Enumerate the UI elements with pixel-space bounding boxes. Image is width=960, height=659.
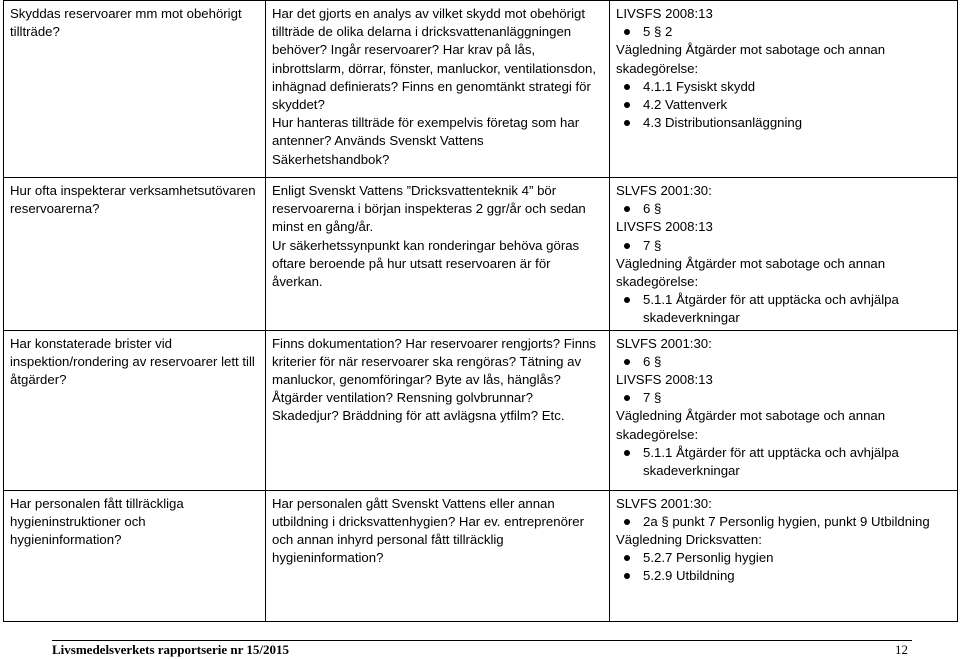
details-paragraph: Har personalen gått Svenskt Vattens eller annan utbildning i dricksvattenhygien? Har ev. entreprenörer och annan inhyrd personal fått tillräcklig hygieninformation? [272, 495, 585, 566]
reference-cell [610, 1, 958, 178]
reference-bullet-item [616, 291, 951, 327]
table-row [4, 1, 958, 178]
question-text: Har konstaterade brister vid inspektion/rondering av reservoarer lett till åtgärder? [10, 335, 255, 388]
bullet-icon [624, 297, 630, 303]
reference-bullet-text: 5.1.1 Åtgärder för att upptäcka och avhjälpa skadeverkningar [643, 444, 899, 479]
question-cell [4, 1, 266, 178]
reference-heading: LIVSFS 2008:13 [616, 6, 713, 21]
question-cell [4, 178, 266, 331]
reference-heading: LIVSFS 2008:13 [616, 219, 713, 235]
page-footer [52, 640, 912, 659]
reference-bullet-item [616, 78, 951, 96]
question-text: Hur ofta inspekterar verksamhetsutövaren reservoarerna? [10, 183, 256, 217]
details-cell [266, 1, 610, 178]
bullet-icon [624, 29, 630, 35]
reference-bullet-item [616, 513, 951, 531]
reference-bullet-item [616, 549, 951, 567]
details-paragraph: Ur säkerhetssynpunkt kan ronderingar behöva göras oftare beroende på hur utsatt reservoaren är för åverkan. [272, 237, 580, 290]
details-paragraph: Enligt Svenskt Vattens ”Dricksvattenteknik 4” bör reservoarerna i början inspekteras 2 ggr/år och sedan minst en gång/år. [272, 183, 586, 235]
bullet-icon [624, 120, 630, 126]
reference-bullet-item [616, 96, 951, 114]
bullet-icon [624, 84, 630, 90]
reference-bullet-text: 7 § [643, 390, 662, 406]
reference-heading: SLVFS 2001:30: [616, 183, 712, 198]
question-cell [4, 330, 266, 490]
details-paragraph: Finns dokumentation? Har reservoarer rengjorts? Finns kriterier för när reservoarer ska rengöras? Tätning av manluckor, genomföringar? Byte av lås, hänglås? Åtgärder ventilation? Rensning golvbrunnar? Skadedjur? Bräddning för att avlägsna ytfilm? Etc. [272, 335, 596, 424]
report-series: Livsmedelsverkets rapportserie nr 15/2015 [52, 642, 289, 657]
reference-bullet-item [616, 114, 951, 132]
details-paragraph: Hur hanteras tillträde för exempelvis företag som har antenner? Används Svenskt Vattens Säkerhetshandbok? [272, 115, 580, 167]
reference-cell [610, 490, 958, 621]
reference-bullet-text: 5.1.1 Åtgärder för att upptäcka och avhjälpa skadeverkningar [643, 292, 899, 326]
reference-bullet-item [616, 353, 951, 371]
reference-heading: Vägledning Dricksvatten: [616, 532, 762, 548]
reference-bullet-text: 6 § [643, 353, 662, 369]
bullet-icon [624, 102, 630, 108]
bullet-icon [624, 573, 630, 579]
details-cell [266, 330, 610, 490]
reference-bullet-item [616, 567, 951, 585]
reference-bullet-item [616, 200, 951, 218]
reference-heading: Vägledning Åtgärder mot sabotage och annan skadegörelse: [616, 408, 886, 442]
bullet-icon [624, 555, 630, 561]
reference-heading: Vägledning Åtgärder mot sabotage och annan skadegörelse: [616, 255, 886, 290]
page-number: 12 [895, 642, 908, 657]
question-text: Har personalen fått tillräckliga hygieninstruktioner och hygieninformation? [10, 495, 184, 548]
reference-bullet-item [616, 389, 951, 407]
bullet-icon [624, 450, 630, 456]
table-row [4, 330, 958, 490]
reference-bullet-item [616, 237, 951, 255]
reference-bullet-item [616, 23, 951, 41]
reference-bullet-text: 5 § 2 [643, 24, 673, 40]
details-cell [266, 178, 610, 331]
reference-bullet-text: 5.2.9 Utbildning [643, 568, 735, 584]
bullet-icon [624, 206, 630, 212]
details-cell [266, 490, 610, 621]
reference-cell [610, 330, 958, 490]
bullet-icon [624, 243, 630, 249]
table-row [4, 490, 958, 621]
reference-heading: SLVFS 2001:30: [616, 335, 712, 351]
reference-bullet-item [616, 444, 951, 480]
reference-bullet-text: 6 § [643, 201, 662, 217]
reference-heading: SLVFS 2001:30: [616, 495, 712, 511]
details-paragraph: Har det gjorts en analys av vilket skydd mot obehörigt tillträde de olika delarna i dricksvattenanläggningen behöver? Ingår reservoarer? Har krav på lås, inbrottslarm, dörrar, fönster, manluckor, ventilationsdon, inhägnad definierats? Finns en genomtänkt strategi för skyddet? [272, 6, 596, 113]
reference-bullet-text: 4.1.1 Fysiskt skydd [643, 78, 756, 94]
reference-cell [610, 178, 958, 331]
reference-heading: LIVSFS 2008:13 [616, 372, 713, 388]
bullet-icon [624, 359, 630, 365]
reference-bullet-text: 5.2.7 Personlig hygien [643, 550, 774, 566]
checklist-table [3, 0, 958, 622]
question-text: Skyddas reservoarer mm mot obehörigt tillträde? [10, 6, 242, 40]
reference-bullet-text: 7 § [643, 237, 662, 253]
reference-bullet-text: 4.2 Vattenverk [643, 97, 728, 113]
table-row [4, 178, 958, 331]
reference-bullet-text: 2a § punkt 7 Personlig hygien, punkt 9 Utbildning [643, 513, 930, 529]
reference-bullet-text: 4.3 Distributionsanläggning [643, 115, 803, 131]
question-cell [4, 490, 266, 621]
reference-heading: Vägledning Åtgärder mot sabotage och annan skadegörelse: [616, 42, 886, 76]
bullet-icon [624, 519, 630, 525]
bullet-icon [624, 395, 630, 401]
